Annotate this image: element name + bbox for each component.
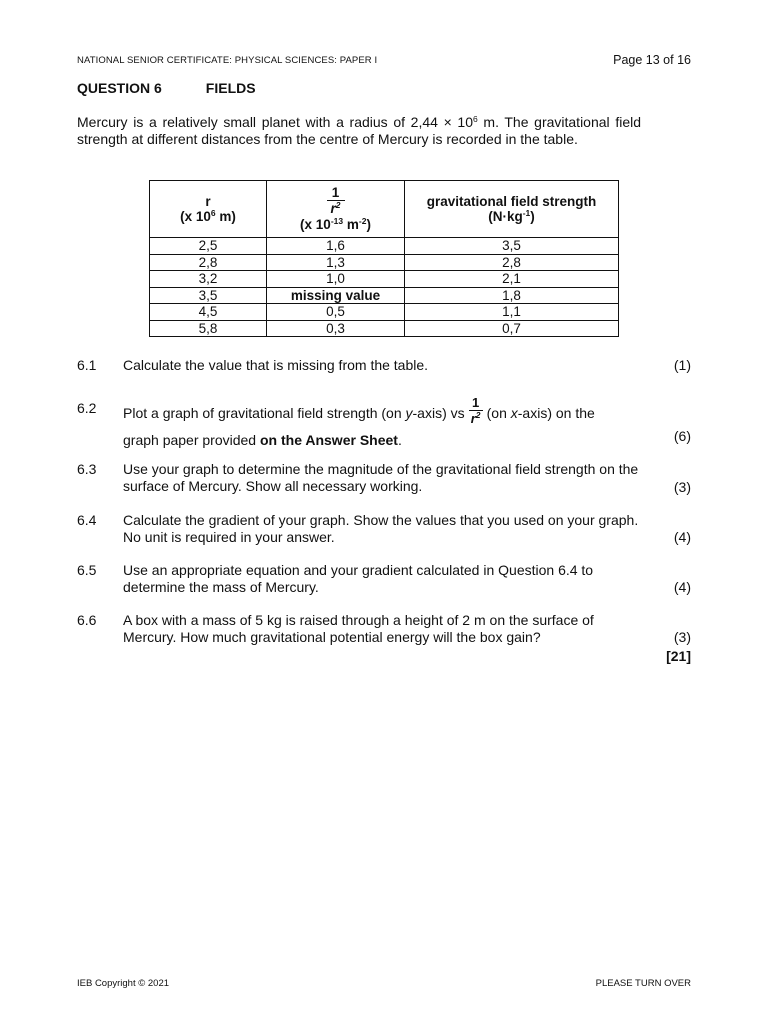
header-inverse-r-squared (267, 181, 405, 238)
question-total-marks: [21] (666, 648, 691, 664)
footer-turn-over: PLEASE TURN OVER (595, 978, 691, 989)
cell-g: 2,1 (405, 271, 619, 288)
data-table (149, 180, 619, 337)
header-r-unit: (x $10^6$ m) (180, 208, 236, 224)
subquestion-number: 6.5 (77, 562, 97, 578)
cell-r: 2,8 (150, 254, 267, 271)
cell-missing-value: missing value (267, 287, 405, 304)
cell-g: 1,8 (405, 287, 619, 304)
subquestion-6-3 (77, 461, 691, 497)
table-header-row (150, 181, 619, 238)
fraction-one-over-r-squared: $\frac{1}{r^2}$ (327, 186, 345, 215)
subquestion-text: Calculate the gradient of your graph. Show the values that you used on your graph. No unit is required in your answer. (123, 512, 639, 545)
subquestion-text: Use an appropriate equation and your gradient calculated in Question 6.4 to determine the mass of Mercury. (123, 562, 594, 595)
subquestion-text: Plot a graph of gravitational field strength (on y-axis) vs $\frac{1}{r^2}$ (on x-axis) on the graph paper provided on the Answer Sheet. (123, 395, 595, 448)
table-row (150, 238, 619, 255)
header-inverse-unit: (x $10^{-13}$ $m^{-2}$) (300, 216, 371, 232)
subquestion-number: 6.6 (77, 612, 97, 628)
cell-r: 5,8 (150, 320, 267, 337)
page-number: Page 13 of 16 (613, 53, 691, 67)
subquestion-text: Use your graph to determine the magnitude of the gravitational field strength on the surface of Mercury. Show all necessary working. (123, 461, 639, 494)
cell-g: 2,8 (405, 254, 619, 271)
subquestion-6-5 (77, 562, 691, 598)
subquestion-marks: (4) (673, 579, 691, 595)
question-topic: FIELDS (205, 80, 256, 96)
cell-r: 2,5 (150, 238, 267, 255)
footer-copyright: IEB Copyright © 2021 (77, 978, 170, 989)
question-heading (77, 80, 256, 96)
subquestion-6-1 (77, 357, 691, 375)
header-r (150, 181, 267, 238)
fraction-one-over-r-squared: $\frac{1}{r^2}$ (469, 396, 483, 425)
subquestion-marks: (3) (673, 629, 691, 645)
cell-inverse: 1,3 (267, 254, 405, 271)
intro-exponent: 6 (473, 114, 478, 124)
table-row (150, 287, 619, 304)
cell-inverse: 1,6 (267, 238, 405, 255)
subquestion-number: 6.4 (77, 512, 97, 528)
header-field-name: gravitational field strength (426, 194, 597, 209)
question-intro (77, 114, 641, 147)
intro-text: Mercury is a relatively small planet with a radius of 2,44 × 10 (77, 114, 473, 130)
header-field-strength (405, 181, 619, 238)
intro-text-cont: m. The gravitational field strength at different distances from the centre of Mercury is recorded in the table. (77, 114, 641, 147)
table-row (150, 254, 619, 271)
header-r-name: r (205, 194, 211, 209)
cell-g: 0,7 (405, 320, 619, 337)
subquestion-marks: (6) (673, 428, 691, 444)
subquestion-number: 6.1 (77, 357, 97, 373)
question-number: QUESTION 6 (77, 80, 162, 96)
cell-inverse: 0,5 (267, 304, 405, 321)
subquestion-6-4 (77, 512, 691, 548)
subquestion-text: A box with a mass of 5 kg is raised through a height of 2 m on the surface of Mercury. How much gravitational potential energy will the box gain? (123, 612, 594, 645)
cell-inverse: 0,3 (267, 320, 405, 337)
subquestion-marks: (4) (673, 529, 691, 545)
cell-g: 3,5 (405, 238, 619, 255)
subquestion-number: 6.3 (77, 461, 97, 477)
cell-r: 3,5 (150, 287, 267, 304)
table-row (150, 304, 619, 321)
cell-g: 1,1 (405, 304, 619, 321)
cell-r: 4,5 (150, 304, 267, 321)
subquestion-number: 6.2 (77, 400, 97, 416)
cell-r: 3,2 (150, 271, 267, 288)
table-row (150, 271, 619, 288)
cell-inverse: 1,0 (267, 271, 405, 288)
table-row (150, 320, 619, 337)
subquestion-marks: (1) (673, 357, 691, 373)
subquestion-marks: (3) (673, 479, 691, 495)
subquestion-6-2 (77, 395, 691, 448)
subquestion-6-6 (77, 612, 691, 648)
header-title: NATIONAL SENIOR CERTIFICATE: PHYSICAL SCIENCES: PAPER I (77, 55, 378, 66)
header-field-unit: $(N\cdot kg^{-1})$ (488, 208, 535, 224)
subquestion-text: Calculate the value that is missing from the table. (123, 357, 429, 373)
